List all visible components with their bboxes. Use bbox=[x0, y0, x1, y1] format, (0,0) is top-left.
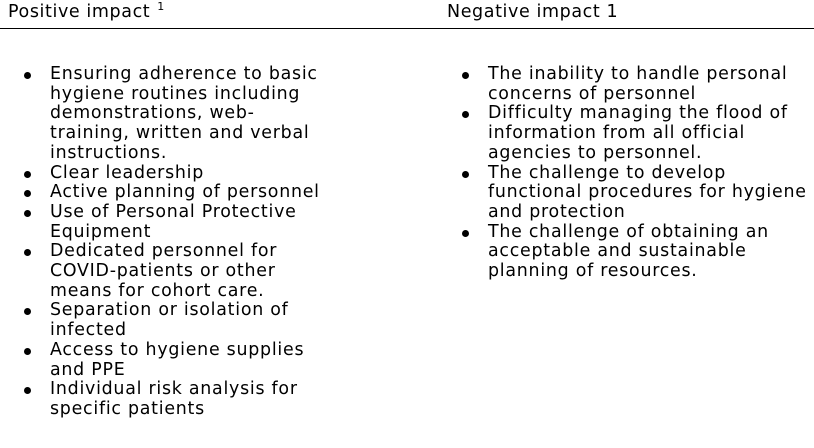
list-item bbox=[462, 164, 807, 223]
list-item-text: Difficulty managing the flood of information from all official agencies to personnel. bbox=[488, 103, 788, 163]
bullet-icon bbox=[462, 171, 469, 178]
bullet-icon bbox=[24, 387, 31, 394]
positive-impact-label: Positive impact bbox=[8, 2, 151, 22]
bullet-icon bbox=[24, 72, 31, 79]
list-item-text: Separation or isolation of infected bbox=[50, 300, 289, 341]
list-item-text: The challenge of obtaining an acceptable and sustainable planning of resources. bbox=[488, 221, 769, 282]
table-header bbox=[0, 0, 814, 29]
bullet-icon bbox=[24, 171, 31, 178]
list-item bbox=[24, 164, 334, 184]
negative-impact-list bbox=[462, 65, 807, 282]
bullet-icon bbox=[24, 190, 31, 197]
bullet-icon bbox=[462, 111, 469, 118]
bullet-icon bbox=[462, 230, 469, 237]
list-item-text: Dedicated personnel for COVID-patients or other means for cohort care. bbox=[50, 241, 278, 301]
bullet-icon bbox=[24, 308, 31, 315]
list-item bbox=[24, 242, 334, 301]
list-item-text: Individual risk analysis for specific patients bbox=[50, 379, 298, 419]
list-item-text: The challenge to develop functional procedures for hygiene and protection bbox=[488, 162, 807, 222]
list-item bbox=[24, 65, 334, 164]
list-item-text: Use of Personal Protective Equipment bbox=[50, 201, 297, 242]
list-item-text: Active planning of personnel bbox=[50, 182, 320, 203]
list-item bbox=[462, 65, 807, 104]
list-item bbox=[24, 301, 334, 340]
list-item bbox=[462, 223, 807, 282]
bullet-icon bbox=[24, 249, 31, 256]
bullet-icon bbox=[24, 348, 31, 355]
bullet-icon bbox=[462, 72, 469, 79]
bullet-icon bbox=[24, 210, 31, 217]
positive-impact-list bbox=[24, 65, 334, 420]
list-item bbox=[24, 183, 334, 203]
list-item-text: Clear leadership bbox=[50, 162, 205, 183]
list-item bbox=[462, 104, 807, 163]
negative-impact-header: Negative impact 1 bbox=[447, 2, 619, 22]
list-item bbox=[24, 341, 334, 380]
list-item-text: The inability to handle personal concerns of personnel bbox=[488, 64, 788, 104]
list-item bbox=[24, 380, 334, 419]
positive-impact-header bbox=[8, 2, 165, 22]
list-item-text: Access to hygiene supplies and PPE bbox=[50, 339, 305, 380]
list-item-text: Ensuring adherence to basic hygiene routines including demonstrations, web-training, written and verbal instructions. bbox=[50, 64, 318, 163]
list-item bbox=[24, 203, 334, 242]
footnote-marker: 1 bbox=[157, 0, 165, 13]
